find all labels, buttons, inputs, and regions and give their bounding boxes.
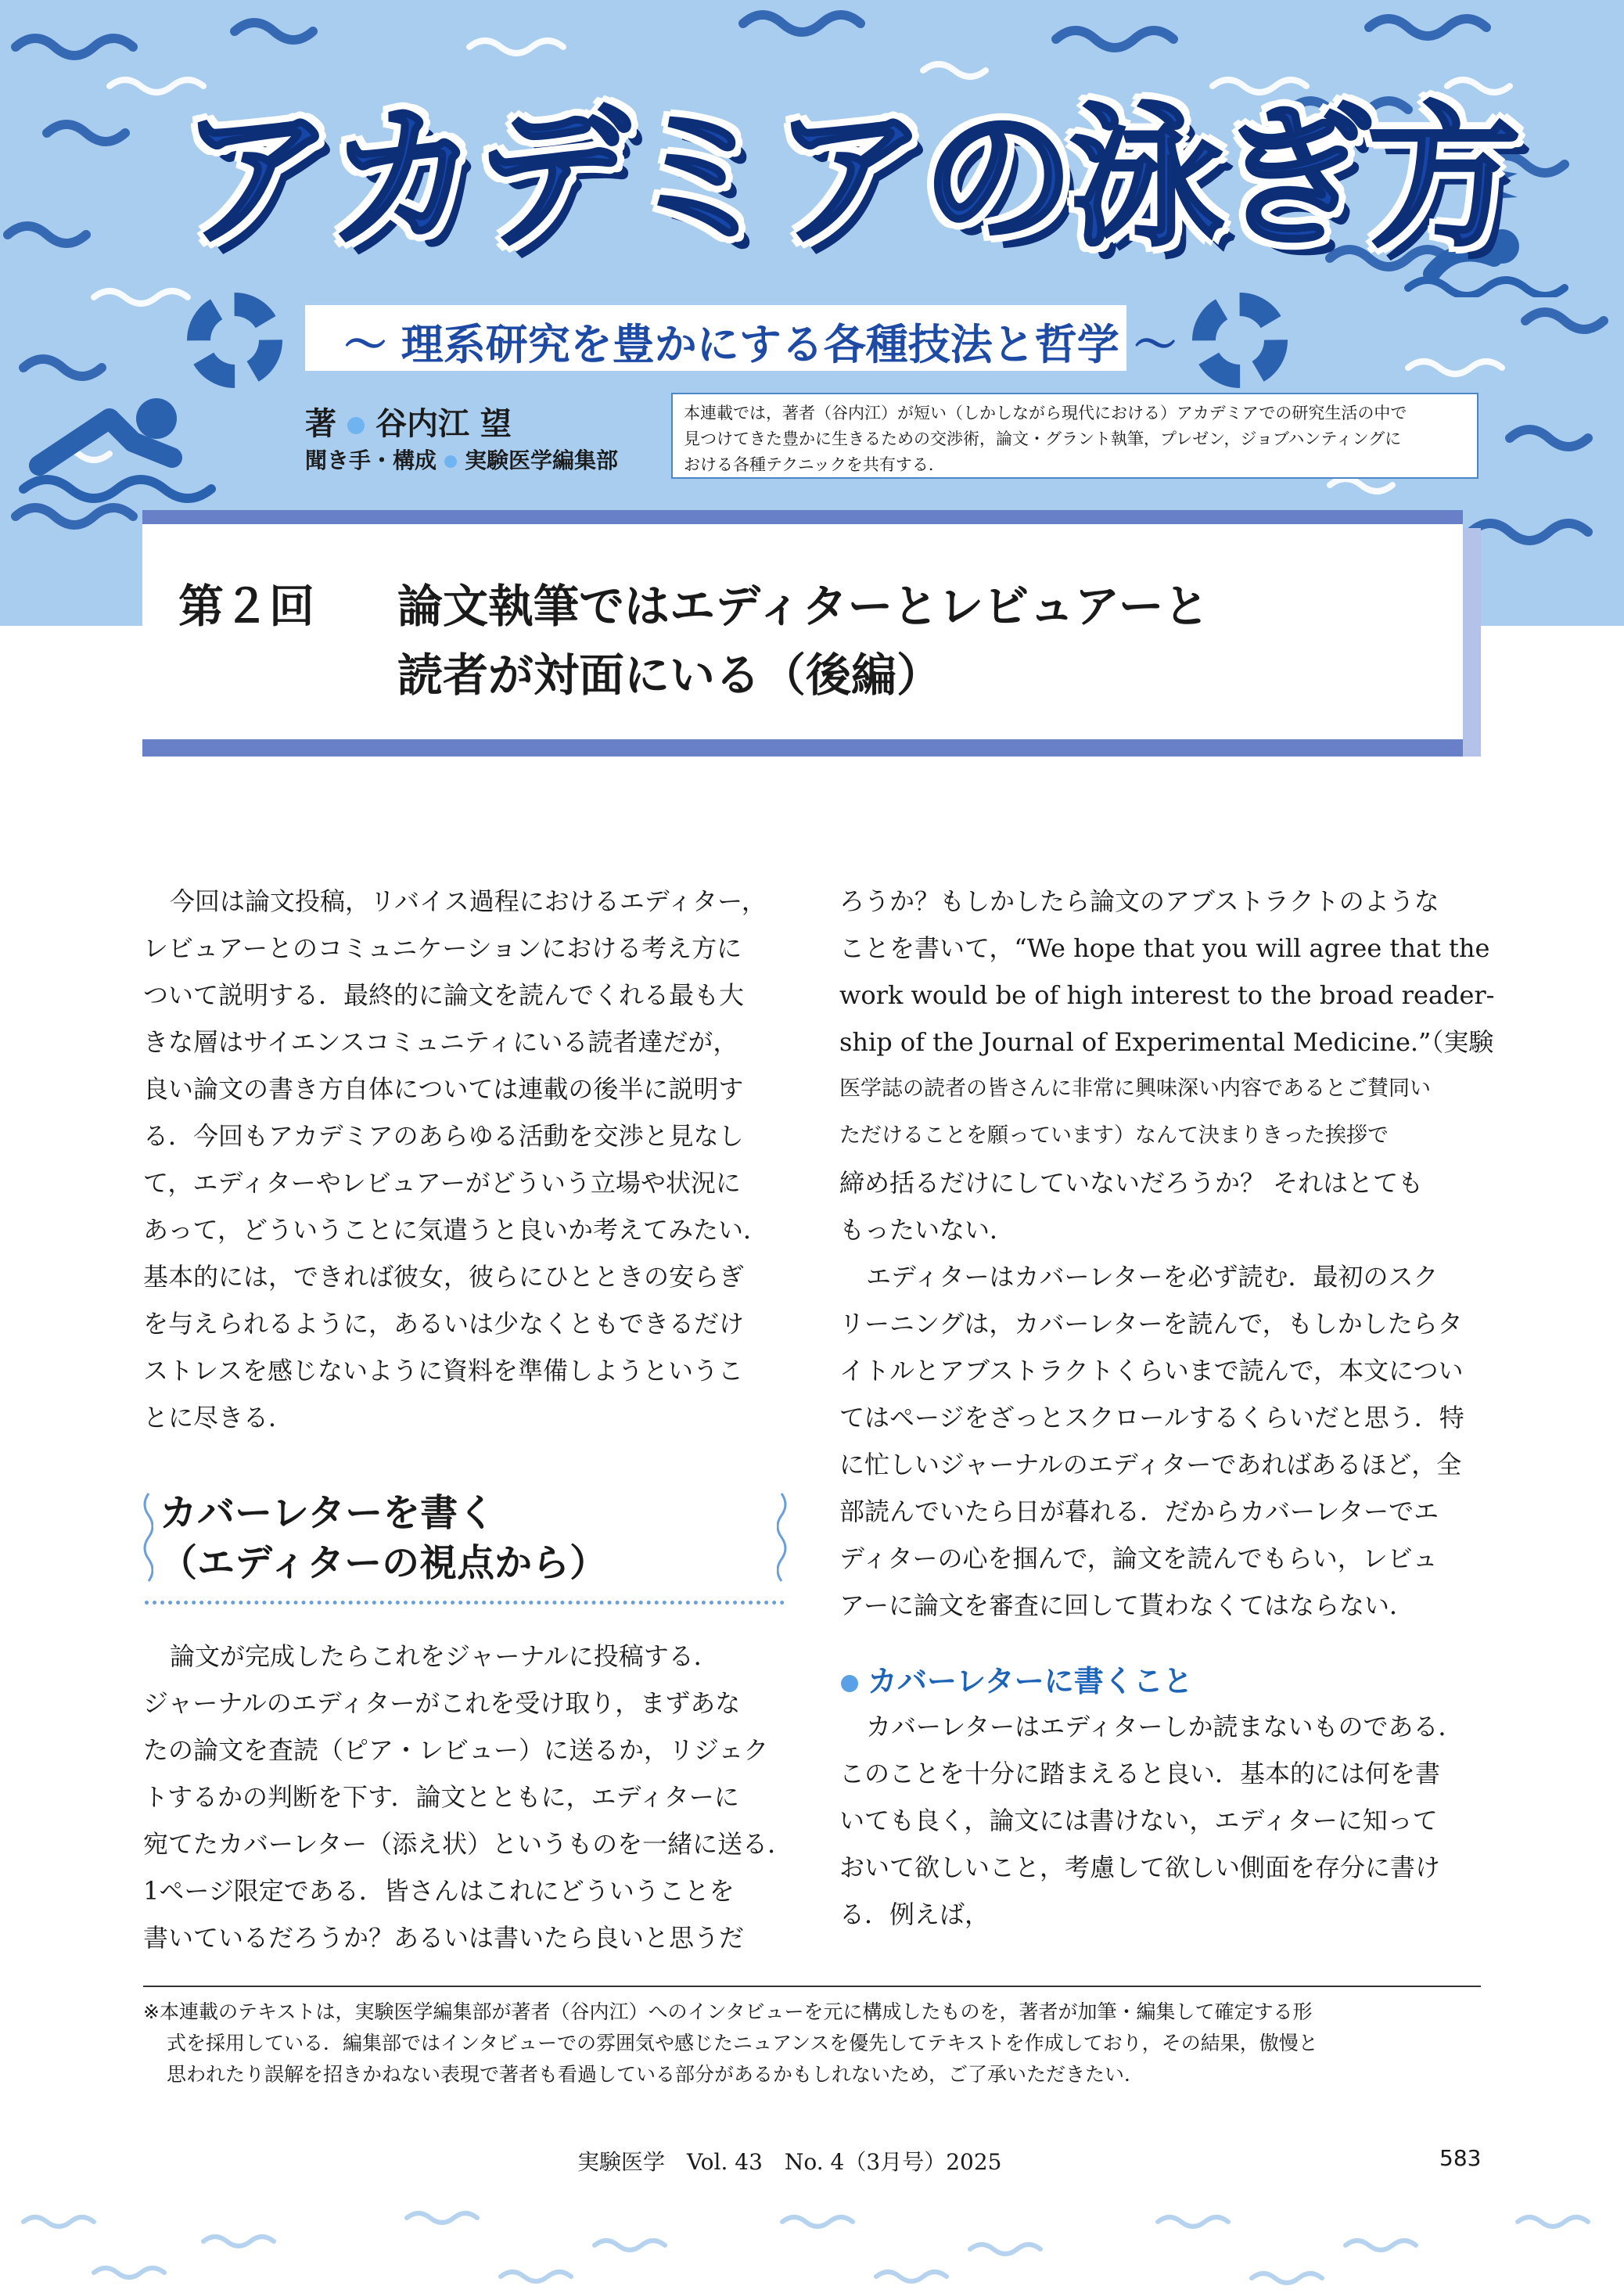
journal-citation: 実験医学 Vol. 43 No. 4（3月号）2025 — [577, 2149, 1002, 2175]
series-title: アカデミアの泳ぎ方 — [180, 89, 1517, 268]
body-line: とに尽きる． — [143, 1403, 294, 1432]
episode-title-line1: 論文執筆ではエディターとレビュアーと — [397, 580, 1209, 633]
body-line: 医学誌の読者の皆さんに非常に興味深い内容であるとご賛同い — [839, 1076, 1431, 1101]
body-line: アーに論文を審査に回して貰わなくてはならない． — [839, 1590, 1415, 1620]
body-line: イトルとアブストラクトくらいまで読んで，本文につい — [839, 1356, 1464, 1386]
body-line: たの論文を査読（ピア・レビュー）に送るか，リジェク — [143, 1735, 769, 1765]
sub-heading-text: カバーレターに書くこと — [868, 1664, 1193, 1698]
lifebuoy-icon — [184, 289, 286, 391]
bullet-dot-icon — [841, 1675, 858, 1692]
body-line: ストレスを感じないように資料を準備しようというこ — [143, 1356, 744, 1386]
episode-number: 第２回 — [178, 580, 315, 633]
body-line: あって，どういうことに気遣うと良いか考えてみたい． — [143, 1215, 769, 1245]
bracket-left-icon — [138, 1490, 153, 1584]
body-line: 良い論文の書き方自体については連載の後半に説明す — [143, 1074, 744, 1104]
body-line: リーニングは，カバーレターを読んで，もしかしたらタ — [839, 1309, 1463, 1339]
body-line: レビュアーとのコミュニケーションにおける考え方に — [143, 933, 742, 963]
section-heading — [160, 1488, 607, 1588]
author-label: 著 — [305, 406, 336, 442]
footnote-line: 思われたり誤解を招きかねない表現で著者も看過している部分があるかもしれないため，ご了承いただきたい． — [167, 2063, 1144, 2086]
interview-org: 実験医学編集部 — [465, 447, 619, 473]
series-subtitle: 〜 理系研究を豊かにする各種技法と哲学 〜 — [344, 320, 1177, 369]
body-line: エディターはカバーレターを必ず読む．最初のスク — [866, 1262, 1439, 1292]
body-line: 宛てたカバーレター（添え状）というものを一緒に送る． — [143, 1829, 793, 1859]
body-line: ジャーナルのエディターがこれを受け取り，まずあな — [143, 1688, 741, 1718]
body-line: トするかの判断を下す．論文とともに，エディターに — [143, 1782, 739, 1812]
body-line: 書いているだろうか？あるいは書いたら良いと思うだ — [143, 1923, 745, 1953]
body-line: を与えられるように，あるいは少なくともできるだけ — [143, 1309, 745, 1339]
body-line: 基本的には，できれば彼女，彼らにひとときの安らぎ — [143, 1262, 745, 1292]
body-line: てはページをざっとスクロールするくらいだと思う．特 — [839, 1403, 1464, 1432]
left-column-cover-letter — [143, 1633, 793, 1961]
section-heading-line1: カバーレターを書く — [160, 1491, 496, 1535]
body-line: いても良く，論文には書けない，エディターに知って — [839, 1806, 1438, 1835]
right-column-continued — [839, 878, 1495, 1629]
episode-title-line2: 読者が対面にいる（後編） — [397, 649, 943, 702]
footnote — [143, 1996, 1481, 2090]
body-line: ディターの心を掴んで，論文を読んでもらい，レビュ — [839, 1544, 1438, 1573]
lifebuoy-icon — [1189, 289, 1291, 391]
section-heading-line2: （エディターの視点から） — [160, 1541, 608, 1585]
page-number: 583 — [1439, 2145, 1482, 2171]
interview-label: 聞き手・構成 — [305, 447, 437, 473]
sub-heading — [841, 1657, 1193, 1700]
dotted-divider — [145, 1601, 785, 1605]
body-line: おいて欲しいこと，考慮して欲しい側面を存分に書け — [839, 1853, 1441, 1882]
body-line: きな層はサイエンスコミュニティにいる読者達だが， — [143, 1027, 738, 1057]
footnote-line: ※本連載のテキストは，実験医学編集部が著者（谷内江）へのインタビューを元に構成したものを，著者が加筆・編集して確定する形 — [143, 2000, 1313, 2023]
body-line: ship of the Journal of Experimental Medicine.”（実験 — [839, 1027, 1494, 1057]
bullet-dot-icon — [347, 417, 365, 434]
body-line: ろうか？もしかしたら論文のアブストラクトのような — [839, 886, 1439, 916]
body-line: 1ページ限定である．皆さんはこれにどういうことを — [143, 1876, 735, 1906]
right-column-what-to-write — [839, 1703, 1481, 1938]
body-line: work would be of high interest to the broad reader- — [839, 980, 1495, 1010]
body-line: このことを十分に踏まえると良い．基本的には何を書 — [839, 1759, 1441, 1788]
intro-line: 本連載では，著者（谷内江）が短い（しかしながら現代における）アカデミアでの研究生活の中で — [684, 404, 1407, 422]
series-intro-box — [671, 393, 1478, 479]
body-line: ことを書いて，“We hope that you will agree that the — [839, 933, 1490, 963]
body-line: る．今回もアカデミアのあらゆる活動を交渉と見なし — [143, 1121, 744, 1151]
author-line — [305, 399, 512, 444]
intro-line: おける各種テクニックを共有する． — [684, 455, 945, 474]
intro-line: 見つけてきた豊かに生きるための交渉術，論文・グラント執筆，プレゼン，ジョブハンティングに — [684, 429, 1402, 448]
body-line: 部読んでいたら日が暮れる．だからカバーレターでエ — [839, 1497, 1439, 1526]
body-line: 締め括るだけにしていないだろうか？ それはとても — [839, 1168, 1424, 1198]
left-column-intro — [143, 878, 785, 1441]
bracket-right-icon — [777, 1490, 792, 1584]
author-name: 谷内江 望 — [375, 406, 512, 442]
footnote-divider — [143, 1986, 1481, 1987]
body-line: ついて説明する．最終的に論文を読んでくれる最も大 — [143, 980, 745, 1010]
body-line: ただけることを願っています）なんて決まりきった挨拶で — [839, 1123, 1389, 1148]
body-line: カバーレターはエディターしか読まないものである． — [866, 1712, 1464, 1741]
swimmer-icon — [16, 387, 219, 505]
interview-line — [305, 444, 618, 475]
bullet-dot-icon — [444, 455, 457, 468]
body-line: 論文が完成したらこれをジャーナルに投稿する． — [170, 1641, 719, 1671]
body-line: て，エディターやレビュアーがどういう立場や状況に — [143, 1168, 741, 1198]
footer-wave-pattern — [0, 2206, 1624, 2293]
body-line: もったいない． — [839, 1215, 1015, 1245]
body-line: に忙しいジャーナルのエディターであればあるほど，全 — [839, 1450, 1462, 1479]
episode-title-underline — [142, 739, 1463, 757]
body-line: 今回は論文投稿，リバイス過程におけるエディター， — [170, 886, 767, 916]
body-line: る．例えば， — [839, 1899, 990, 1929]
footnote-line: 式を採用している．編集部ではインタビューでの雰囲気や感じたニュアンスを優先してテキストを作成しており，その結果，傲慢と — [167, 2032, 1318, 2054]
